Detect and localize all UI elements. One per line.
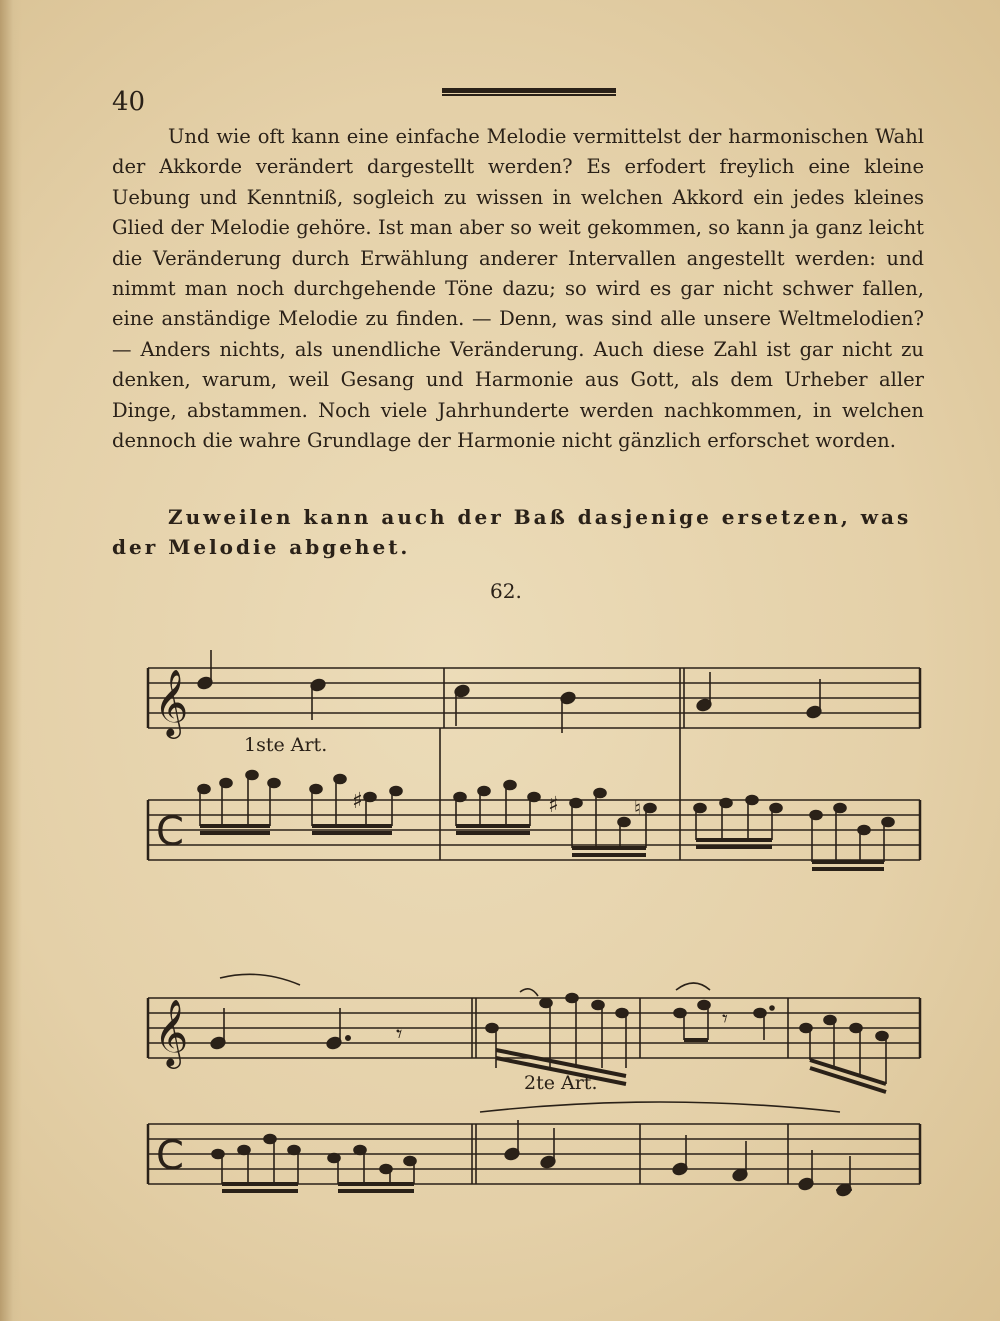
staff-1-notes: [197, 650, 823, 733]
variant-label-1: 1ste Art.: [244, 734, 328, 756]
natural-icon: ♮: [634, 796, 642, 820]
sharp-icon: ♯: [548, 793, 559, 818]
page-number: 40: [112, 87, 146, 117]
eighth-rest-icon: 𝄾: [722, 1007, 728, 1032]
staff-1-bass-notes: [198, 771, 894, 870]
alto-clef-icon: C: [156, 1133, 184, 1179]
body-paragraph: Und wie oft kann eine einfache Melodie vermittelst der harmonischen Wahl der Akkorde verändert dargestellt werden? Es erfodert freylich eine kleine Uebung und Kenntniß, sogleich zu wissen in welchen Akkord ein jedes kleines Glied der Melodie gehöre. Ist man aber so weit gekommen, so kann ja ganz leicht die Veränderung durch Erwählung anderer Intervallen angestellt werden: und nimmt man noch durchgehende Töne dazu; so wird es gar nicht schwer fallen, eine anständige Melodie zu finden. — Denn, was sind alle unsere Weltmelodien? — Anders nichts, als unendliche Veränderung. Auch diese Zahl ist gar nicht zu denken, warum, weil Gesang und Harmonie aus Gott, als dem Urheber aller Dinge, abstammen. Noch viele Jahrhunderte werden nachkommen, in welchen dennoch die wahre Grundlage der Harmonie nicht gänzlich erforschet worden.: [112, 125, 924, 453]
treble-clef-icon: 𝄞: [154, 668, 189, 736]
staff-1-bass: [148, 800, 920, 860]
staff-2-bass-notes: [212, 1102, 852, 1197]
sharp-icon: ♯: [352, 789, 363, 814]
variant-label-2: 2te Art.: [524, 1072, 598, 1094]
example-heading: Zuweilen kann auch der Baß dasjenige ersetzen, was der Melodie abgehet.: [112, 505, 912, 559]
staff-2-bass: [148, 1124, 920, 1184]
eighth-rest-icon: 𝄾: [396, 1020, 403, 1048]
example-number: 62.: [490, 579, 522, 603]
staff-1-treble: [148, 668, 920, 739]
treble-clef-icon: 𝄞: [154, 998, 189, 1066]
alto-clef-icon: C: [156, 809, 184, 855]
